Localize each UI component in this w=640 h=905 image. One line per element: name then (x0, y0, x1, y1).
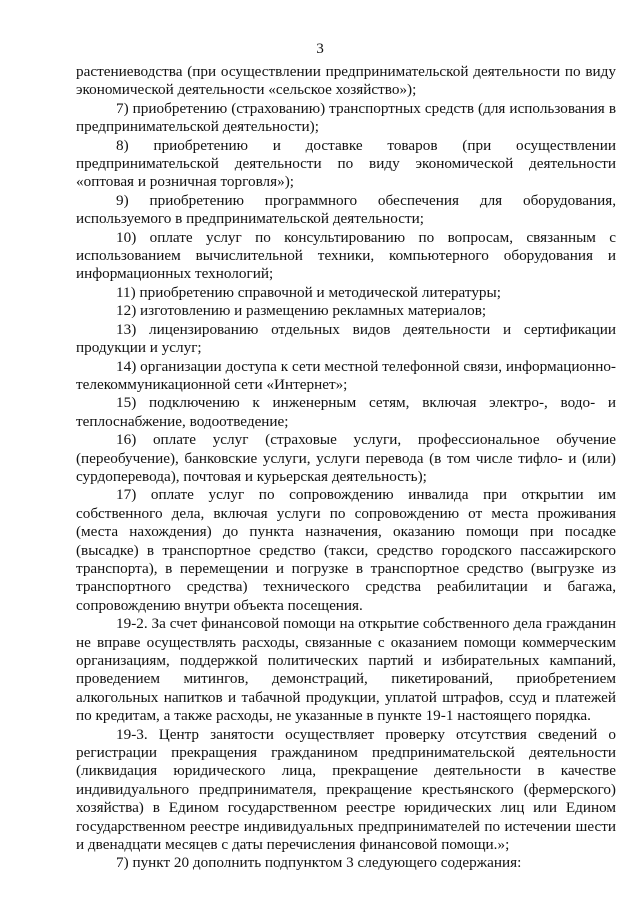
list-item-15: 15) подключению к инженерным сетям, включая электро-, водо- и теплоснабжение, водоотведение; (76, 394, 616, 430)
clause-19-2: 19-2. За счет финансовой помощи на открытие собственного дела гражданин не вправе осуществлять расходы, связанные с оказанием помощи коммерческим организациям, поддержкой политических партий и избирательных кампаний, проведением митингов, демонстраций, пикетирований, приобретением алкогольных напитков и табачной продукции, уплатой штрафов, ссуд и платежей по кредитам, а также расходы, не указанные в пункте 19-1 настоящего порядка. (76, 615, 616, 725)
paragraph-continuation: растениеводства (при осуществлении предпринимательской деятельности по виду экономической деятельности «сельское хозяйство»); (76, 63, 616, 99)
list-item-9: 9) приобретению программного обеспечения для оборудования, используемого в предпринимательской деятельности; (76, 191, 616, 228)
list-item-17: 17) оплате услуг по сопровождению инвалида при открытии им собственного дела, включая услуги по сопровождению от места проживания (места нахождения) до пункта назначения, оказанию помощи при посадке (высадке) в транспортное средство (такси, средство городского пассажирского транспорта), в перемещении и погрузке в транспортное средство (выгрузке из транспортного средства) технического средства реабилитации и багажа, сопровождению внутри объекта посещения. (76, 486, 616, 614)
page-number: 3 (316, 40, 324, 57)
list-item-12: 12) изготовлению и размещению рекламных материалов; (116, 302, 487, 320)
list-item-10: 10) оплате услуг по консультированию по вопросам, связанным с использованием вычислительной техники, компьютерного оборудования и информационных технологий; (76, 228, 616, 283)
list-item-11: 11) приобретению справочной и методической литературы; (116, 283, 501, 301)
list-item-13: 13) лицензированию отдельных видов деятельности и сертификации продукции и услуг; (76, 320, 616, 357)
clause-19-3: 19-3. Центр занятости осуществляет проверку отсутствия сведений о регистрации прекращения гражданином предпринимательской деятельности (ликвидация юридического лица, прекращение деятельности в качестве индивидуального предпринимателя, прекращение крестьянского (фермерского) хозяйства) в Едином государственном реестре юридических лиц или Едином государственном реестре индивидуальных предпринимателей по истечении шести и двенадцати месяцев с даты перечисления финансовой помощи.»; (76, 725, 616, 854)
list-item-7: 7) приобретению (страхованию) транспортных средств (для использования в предпринимательской деятельности); (76, 99, 616, 136)
list-item-8: 8) приобретению и доставке товаров (при осуществлении предпринимательской деятельности по виду экономической деятельности «оптовая и розничная торговля»); (76, 136, 616, 191)
amendment-item-7: 7) пункт 20 дополнить подпунктом 3 следующего содержания: (116, 854, 522, 872)
list-item-14: 14) организации доступа к сети местной телефонной связи, информационно-телекоммуникационной сети «Интернет»; (76, 357, 616, 393)
document-body (76, 63, 616, 873)
list-item-16: 16) оплате услуг (страховые услуги, профессиональное обучение (переобучение), банковские услуги, услуги перевода (в том числе тифло- и (или) сурдоперевода), почтовая и курьерская деятельность); (76, 431, 616, 485)
